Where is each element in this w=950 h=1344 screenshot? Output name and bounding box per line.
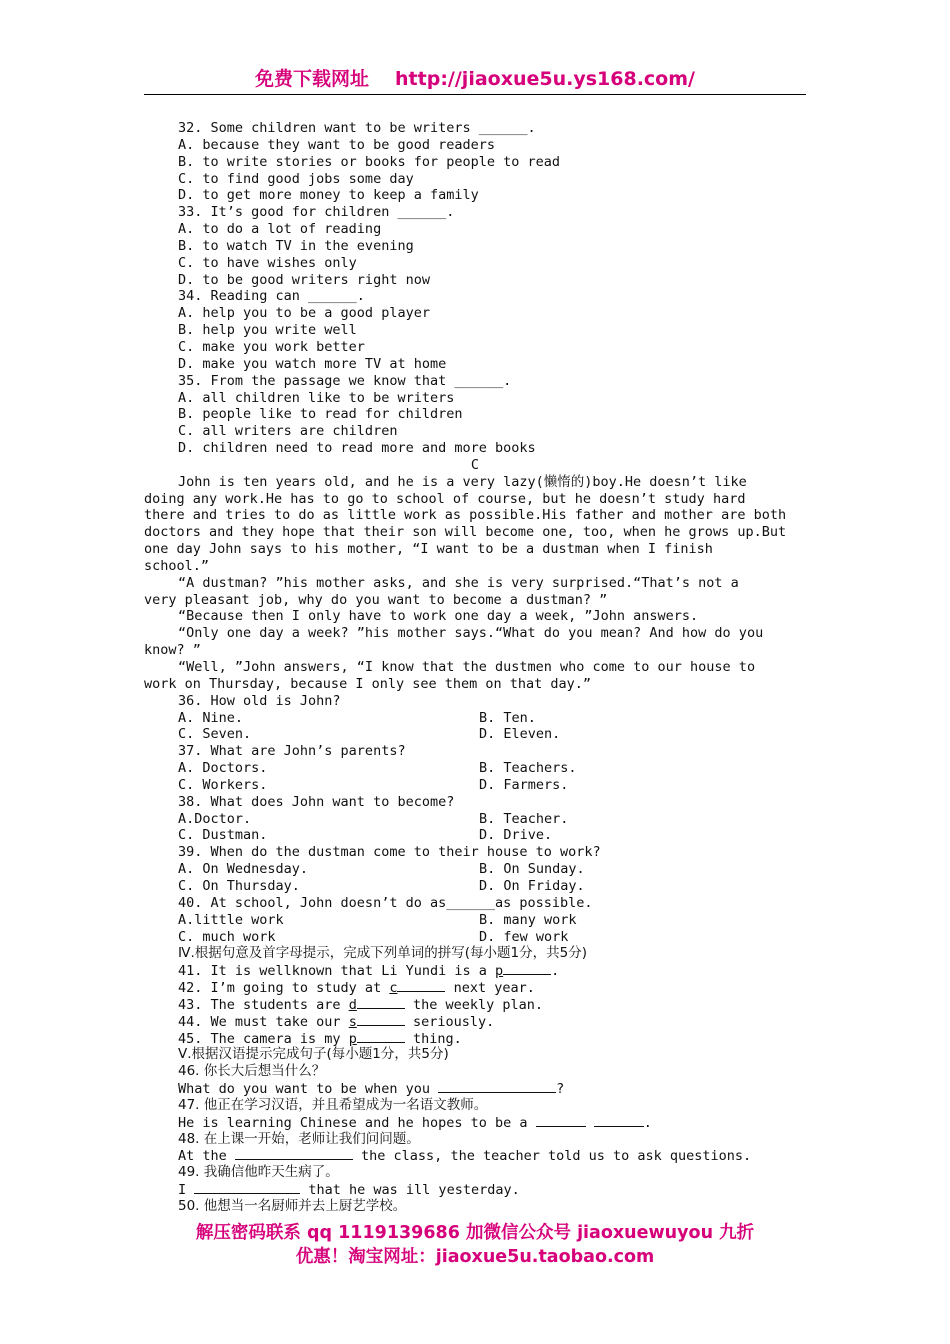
option: D. to get more money to keep a family: [178, 187, 479, 204]
sentence-text: What do you want to be when you: [178, 1081, 439, 1098]
header-rule: [144, 94, 806, 95]
question-stem: 40. At school, John doesn’t do as______as possible.: [178, 894, 593, 911]
option: D. few work: [479, 928, 569, 945]
passage-line: know? ”: [144, 642, 201, 659]
option-row: [144, 912, 806, 929]
header-label: 免费下载网址: [255, 68, 370, 90]
answer-blank: [536, 1114, 586, 1127]
chinese-prompt: 46. 你长大后想当什么？: [178, 1063, 326, 1080]
english-sentence: [144, 1181, 806, 1198]
first-letter-blank: p: [494, 963, 504, 980]
sentence-text: .: [643, 1114, 652, 1131]
option: D. On Friday.: [479, 877, 585, 894]
item-text: 44. We must take our: [178, 1013, 349, 1030]
option: A.Doctor.: [178, 810, 252, 827]
first-letter-blank: p: [348, 1030, 357, 1047]
item-text: 42. I’m going to study at: [178, 980, 390, 997]
passage-line: school.”: [144, 557, 210, 574]
passage-line: “Well, ”John answers, “I know that the dustmen who come to our house to: [178, 659, 756, 675]
option-row: [144, 929, 806, 946]
answer-blank: [438, 1080, 556, 1093]
answer-blank: [194, 1181, 300, 1194]
spelling-item: [144, 996, 806, 1013]
question-36: [144, 693, 806, 744]
option: C. all writers are children: [178, 423, 398, 440]
option: C. On Thursday.: [178, 877, 300, 894]
option: A. Doctors.: [178, 760, 268, 777]
option: C. Workers.: [178, 776, 268, 793]
option: B. Teachers.: [479, 760, 577, 777]
item-text: 45. The camera is my: [178, 1030, 349, 1047]
passage-line: doctors and they hope that their son will become one, too, when he grows up.But: [144, 524, 787, 541]
question-stem: 35. From the passage we know that ______.: [178, 372, 512, 389]
option: B. to write stories or books for people to read: [178, 153, 561, 170]
option: D. Eleven.: [479, 726, 561, 743]
option-row: [144, 861, 806, 878]
chinese-prompt: 47. 他正在学习汉语，并且希望成为一名语文教师。: [178, 1096, 488, 1113]
option: A. to do a lot of reading: [178, 221, 382, 238]
passage-line: “A dustman? ”his mother asks, and she is very surprised.“That’s not a: [178, 574, 739, 591]
passage-line: John is ten years old, and he is a very lazy(懒惰的)boy.He doesn’t like: [178, 473, 747, 490]
first-letter-blank: s: [348, 1013, 357, 1030]
passage-line: one day John says to his mother, “I want to be a dustman when I finish: [144, 541, 713, 558]
option: A. Nine.: [178, 709, 244, 726]
section-5-items: [144, 1063, 806, 1215]
option: D. Drive.: [479, 827, 553, 844]
sentence-text: ?: [556, 1081, 565, 1098]
chinese-prompt: 50. 他想当一名厨师并去上厨艺学校。: [178, 1198, 407, 1214]
chinese-prompt: 49. 我确信他昨天生病了。: [178, 1164, 339, 1181]
spelling-item: [144, 1030, 806, 1047]
option-row: [144, 827, 806, 844]
answer-blank: [397, 979, 445, 992]
passage-line: “Only one day a week? ”his mother says.“What do you mean? And how do you: [178, 625, 764, 642]
section-5-title: Ⅴ.根据汉语提示完成句子(每小题1分，共5分): [178, 1046, 449, 1063]
item-text: .: [551, 963, 560, 980]
option: C. much work: [178, 928, 276, 945]
passage-line: work on Thursday, because I only see them on that day.”: [144, 675, 592, 692]
option: A. help you to be a good player: [178, 305, 430, 322]
question-37: [144, 743, 806, 794]
question-stem: 37. What are John’s parents?: [178, 743, 406, 760]
item-text: seriously.: [404, 1013, 495, 1030]
option: B. to watch TV in the evening: [178, 237, 414, 254]
spelling-item: [144, 1013, 806, 1030]
question-stem: 34. Reading can ______.: [178, 288, 365, 305]
first-letter-blank: d: [348, 996, 357, 1013]
question-38: [144, 794, 806, 845]
passage-line: doing any work.He has to go to school of course, but he doesn’t study hard: [144, 490, 746, 507]
option-row: [144, 726, 806, 743]
option: D. to be good writers right now: [178, 271, 430, 288]
option-row: [144, 760, 806, 777]
question-stem: 33. It’s good for children ______.: [178, 204, 455, 221]
option-row: [144, 710, 806, 727]
answer-blank: [503, 962, 551, 975]
first-letter-blank: c: [389, 980, 398, 997]
option: C. Seven.: [178, 726, 252, 743]
option: A. On Wednesday.: [178, 861, 309, 878]
header-url[interactable]: http://jiaoxue5u.ys168.com/: [395, 68, 695, 90]
question-40: [144, 895, 806, 946]
section-4-items: [144, 962, 806, 1046]
question-33: [144, 204, 806, 288]
english-sentence: [144, 1147, 806, 1164]
passage-c-title: C: [470, 456, 480, 473]
sentence-text: He is learning Chinese and he hopes to be a: [178, 1114, 536, 1131]
option: D. Farmers.: [479, 776, 569, 793]
english-sentence: [144, 1114, 806, 1131]
answer-blank: [357, 1030, 405, 1043]
option: C. to have wishes only: [178, 254, 357, 271]
item-text: the weekly plan.: [404, 996, 543, 1013]
reading-c-questions: [144, 693, 806, 946]
question-stem: 36. How old is John?: [178, 692, 341, 709]
answer-blank: [235, 1147, 353, 1160]
spelling-item: [144, 962, 806, 979]
passage-line: very pleasant job, why do you want to become a dustman? ”: [144, 591, 608, 608]
question-stem: 32. Some children want to be writers ______.: [178, 120, 536, 136]
option: A. because they want to be good readers: [178, 136, 495, 153]
option: B. Teacher.: [479, 810, 569, 827]
option: B. Ten.: [479, 709, 536, 726]
question-stem: 38. What does John want to become?: [178, 793, 455, 810]
option-row: [144, 811, 806, 828]
item-text: 41. It is wellknown that Li Yundi is a: [178, 963, 495, 980]
option: B. many work: [479, 911, 577, 928]
passage-c-text: [144, 474, 806, 693]
answer-blank: [357, 996, 405, 1009]
item-text: next year.: [445, 980, 535, 997]
question-35: [144, 373, 806, 457]
option: B. help you write well: [178, 322, 357, 339]
document-body: [144, 120, 806, 1215]
english-sentence: [144, 1080, 806, 1097]
footer-line-2: 优惠！淘宝网址：jiaoxue5u.taobao.com: [295, 1247, 655, 1267]
question-stem: 39. When do the dustman come to their house to work?: [178, 844, 601, 861]
page-header: [0, 64, 950, 91]
sentence-text: I: [178, 1182, 195, 1199]
sentence-text: that he was ill yesterday.: [300, 1182, 520, 1199]
item-text: thing.: [404, 1030, 462, 1047]
spelling-item: [144, 979, 806, 996]
passage-line: there and tries to do as little work as possible.His father and mother are both: [144, 507, 787, 524]
question-32: [144, 120, 806, 204]
chinese-prompt: 48. 在上课一开始，老师让我们问问题。: [178, 1130, 420, 1147]
sentence-text: At the: [178, 1148, 235, 1165]
option-row: [144, 878, 806, 895]
option: D. make you watch more TV at home: [178, 355, 447, 372]
item-text: 43. The students are: [178, 996, 349, 1013]
section-4-title: Ⅳ.根据句意及首字母提示，完成下列单词的拼写(每小题1分，共5分): [178, 945, 587, 962]
answer-blank: [594, 1114, 644, 1127]
passage-line: “Because then I only have to work one day a week, ”John answers.: [178, 608, 699, 625]
sentence-text: the class, the teacher told us to ask questions.: [352, 1148, 752, 1165]
option: C. to find good jobs some day: [178, 170, 414, 187]
option: B. On Sunday.: [479, 861, 585, 878]
footer-line-1: 解压密码联系 qq 1119139686 加微信公众号 jiaoxuewuyou 九折: [195, 1223, 755, 1243]
option: D. children need to read more and more books: [178, 440, 536, 457]
answer-blank: [357, 1013, 405, 1026]
option: B. people like to read for children: [178, 406, 463, 423]
option: A. all children like to be writers: [178, 389, 455, 406]
question-39: [144, 844, 806, 895]
option-row: [144, 777, 806, 794]
option: C. Dustman.: [178, 827, 268, 844]
question-34: [144, 288, 806, 372]
option: C. make you work better: [178, 338, 365, 355]
option: A.little work: [178, 911, 284, 928]
